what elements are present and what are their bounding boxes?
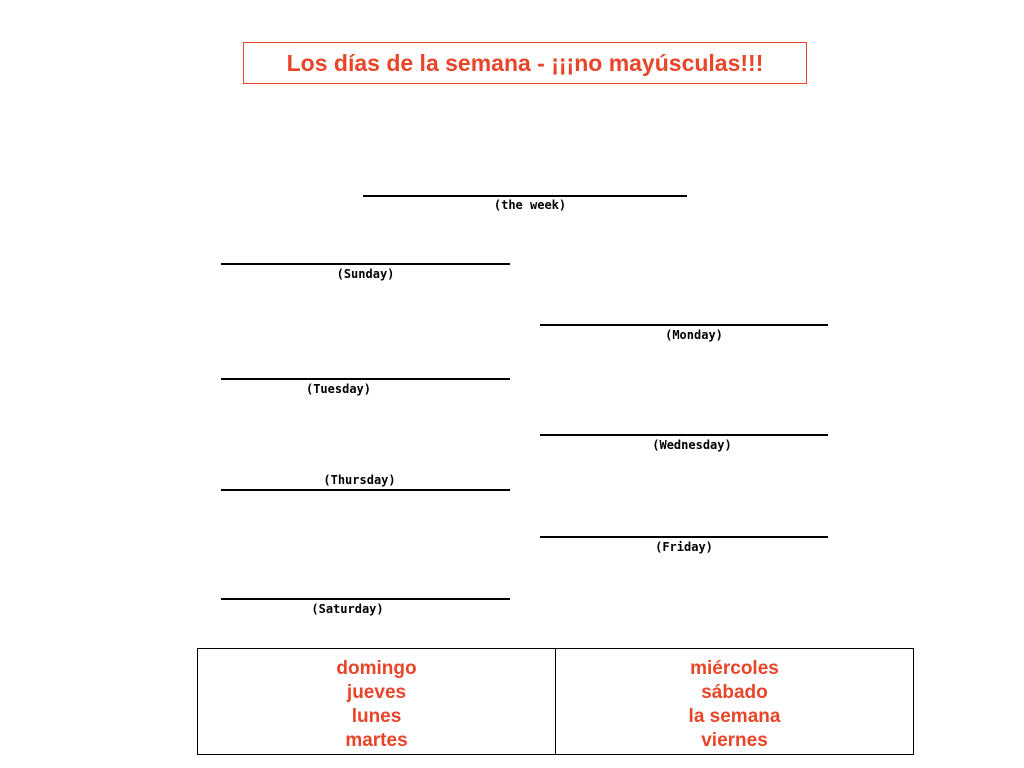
word-bank-item: sábado [701, 682, 768, 703]
page-title: Los días de la semana - ¡¡¡no mayúsculas!!! [286, 49, 764, 76]
word-bank-left-column [198, 649, 555, 754]
answer-blank-wednesday[interactable] [540, 434, 828, 436]
word-bank-item: domingo [336, 658, 417, 679]
answer-blank-thursday[interactable] [221, 489, 510, 491]
word-bank-item: jueves [346, 682, 407, 703]
word-bank-item: miércoles [690, 658, 779, 679]
caption-monday: (Monday) [665, 328, 723, 342]
word-bank [197, 648, 914, 755]
word-bank-item: viernes [701, 730, 768, 751]
caption-tuesday: (Tuesday) [305, 382, 372, 396]
caption-sunday: (Sunday) [336, 267, 395, 281]
word-bank-item: la semana [688, 706, 781, 727]
word-bank-item: lunes [351, 706, 402, 727]
caption-wednesday: (Wednesday) [652, 438, 732, 452]
word-bank-right-column [555, 649, 913, 754]
answer-blank-monday[interactable] [540, 324, 828, 326]
title-box [243, 42, 807, 84]
answer-blank-tuesday[interactable] [221, 378, 510, 380]
caption-week: (the week) [493, 198, 567, 212]
caption-saturday: (Saturday) [311, 602, 384, 616]
caption-thursday: (Thursday) [323, 473, 396, 487]
answer-blank-sunday[interactable] [221, 263, 510, 265]
caption-friday: (Friday) [655, 540, 713, 554]
answer-blank-friday[interactable] [540, 536, 828, 538]
answer-blank-week[interactable] [363, 195, 687, 197]
word-bank-item: martes [345, 730, 408, 751]
answer-blank-saturday[interactable] [221, 598, 510, 600]
